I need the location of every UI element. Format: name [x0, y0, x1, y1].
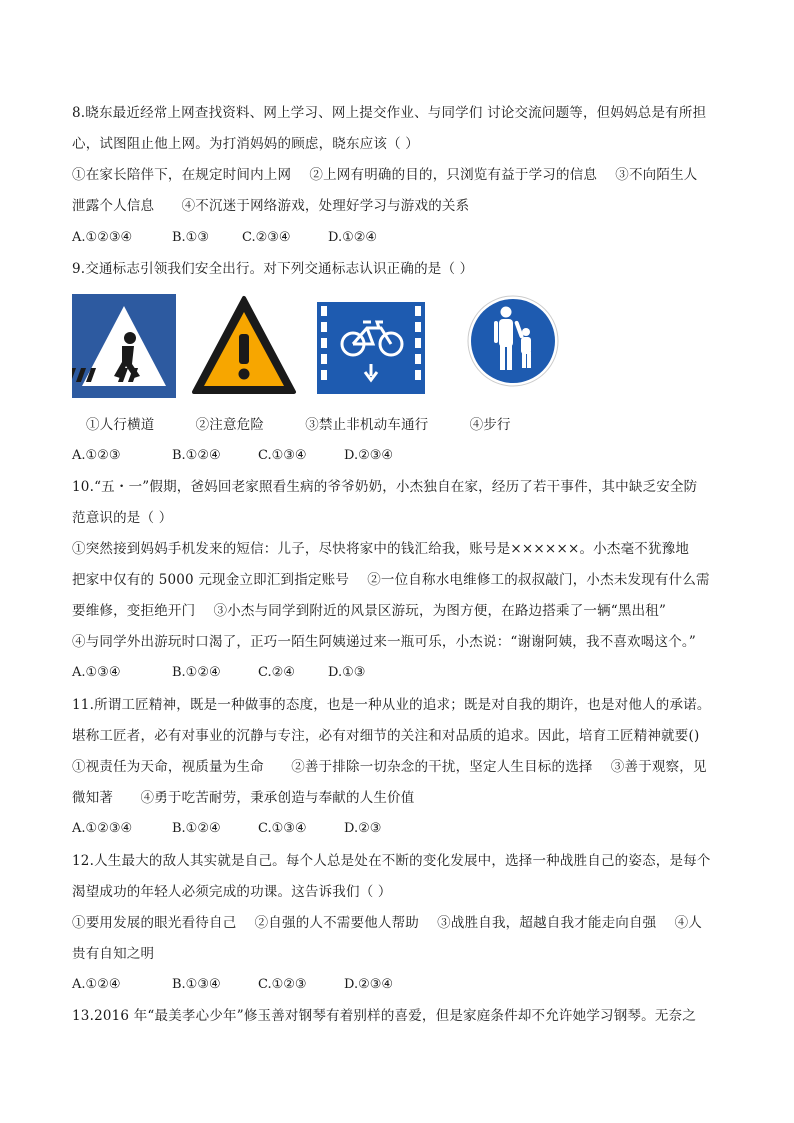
q10-options — [72, 664, 365, 682]
q12-option-c[interactable]: C.①②③ — [258, 977, 307, 992]
q10-statement-line-2: 把家中仅有的 5000 元现金立即汇到指定账号 ②一位自称水电维修工的叔叔敲门，小杰未发现有什么需 — [72, 572, 710, 588]
crosswalk-sign-icon — [72, 294, 176, 398]
traffic-signs-row — [72, 292, 572, 398]
q9-option-c[interactable]: C.①③④ — [258, 448, 307, 463]
q9-stem-line-1: 9.交通标志引领我们安全出行。对下列交通标志认识正确的是（ ） — [72, 261, 474, 277]
q9-option-a[interactable]: A.①②③ — [72, 448, 121, 463]
q10-stem-line-1: 10.“五・一”假期，爸妈回老家照看生病的爷爷奶奶，小杰独自在家，经历了若干事件，其中缺乏安全防 — [72, 479, 698, 495]
q10-option-d[interactable]: D.①③ — [328, 665, 366, 680]
q12-stem-line-2: 渴望成功的年轻人必须完成的功课。这告诉我们（ ） — [72, 884, 392, 900]
q8-option-a[interactable]: A.①②③④ — [72, 230, 133, 245]
q9-option-d[interactable]: D.②③④ — [344, 448, 394, 463]
q8-option-b[interactable]: B.①③ — [172, 230, 209, 245]
q12-option-a[interactable]: A.①②④ — [72, 977, 121, 992]
q8-option-c[interactable]: C.②③④ — [242, 230, 291, 245]
q11-option-d[interactable]: D.②③ — [344, 821, 382, 836]
q8-statement-line-1: ①在家长陪伴下，在规定时间内上网 ②上网有明确的目的，只浏览有益于学习的信息 ③不向陌生人 — [72, 167, 698, 183]
q10-statement-line-4: ④与同学外出游玩时口渴了，正巧一陌生阿姨递过来一瓶可乐，小杰说：“谢谢阿姨，我不喜欢喝这个。” — [72, 634, 696, 650]
q8-statement-line-2: 泄露个人信息 ④不沉迷于网络游戏，处理好学习与游戏的关系 — [72, 198, 470, 214]
q10-statement-line-1: ①突然接到妈妈手机发来的短信：儿子，尽快将家中的钱汇给我，账号是××××××。小杰毫不犹豫地 — [72, 541, 690, 557]
q8-stem-line-2: 心，试图阻止他上网。为打消妈妈的顾虑，晓东应该（ ） — [72, 136, 419, 152]
pedestrian-sign-icon — [466, 294, 560, 388]
q12-option-b[interactable]: B.①③④ — [172, 977, 221, 992]
q11-option-a[interactable]: A.①②③④ — [72, 821, 133, 836]
q12-options — [72, 976, 393, 994]
q9-option-b[interactable]: B.①②④ — [172, 448, 221, 463]
q11-option-c[interactable]: C.①③④ — [258, 821, 307, 836]
q10-option-a[interactable]: A.①③④ — [72, 665, 121, 680]
q12-stem-line-1: 12.人生最大的敌人其实就是自己。每个人总是处在不断的变化发展中，选择一种战胜自己的姿态，是每个 — [72, 853, 711, 869]
q10-stem-line-2: 范意识的是（ ） — [72, 510, 173, 526]
q12-option-d[interactable]: D.②③④ — [344, 977, 394, 992]
bicycle-lane-sign-icon — [317, 302, 425, 394]
q8-stem-line-1: 8.晓东最近经常上网查找资料、网上学习、网上提交作业、与同学们 讨论交流问题等，但妈妈总是有所担 — [72, 105, 707, 121]
q12-statement-line-1: ①要用发展的眼光看待自己 ②自强的人不需要他人帮助 ③战胜自我，超越自我才能走向自强 ④人 — [72, 915, 702, 931]
q9-options — [72, 447, 393, 465]
q10-option-c[interactable]: C.②④ — [258, 665, 295, 680]
q9-sign-labels: ①人行横道 ②注意危险 ③禁止非机动车通行 ④步行 — [86, 417, 511, 433]
warning-sign-icon — [190, 294, 298, 398]
q13-stem-line-1: 13.2016 年“最美孝心少年”修玉善对钢琴有着别样的喜爱，但是家庭条件却不允许她学习钢琴。无奈之 — [72, 1008, 696, 1024]
q11-stem-line-1: 11.所谓工匠精神，既是一种做事的态度，也是一种从业的追求；既是对自我的期许，也是对他人的承诺。 — [72, 697, 711, 713]
q12-statement-line-2: 贵有自知之明 — [72, 946, 155, 962]
q11-option-b[interactable]: B.①②④ — [172, 821, 221, 836]
q8-options — [72, 229, 377, 247]
q8-option-d[interactable]: D.①②④ — [328, 230, 378, 245]
q11-stem-line-2: 堪称工匠者，必有对事业的沉静与专注，必有对细节的关注和对品质的追求。因此，培育工匠精神就要() — [72, 728, 700, 744]
q10-statement-line-3: 要维修，变拒绝开门 ③小杰与同学到附近的风景区游玩，为图方便，在路边搭乘了一辆“黑出租” — [72, 603, 667, 619]
q11-statement-line-2: 微知著 ④勇于吃苦耐劳，秉承创造与奉献的人生价值 — [72, 790, 415, 806]
q11-statement-line-1: ①视责任为天命，视质量为生命 ②善于排除一切杂念的干扰，坚定人生目标的选择 ③善于观察，见 — [72, 759, 707, 775]
q11-options — [72, 820, 381, 838]
q10-option-b[interactable]: B.①②④ — [172, 665, 221, 680]
